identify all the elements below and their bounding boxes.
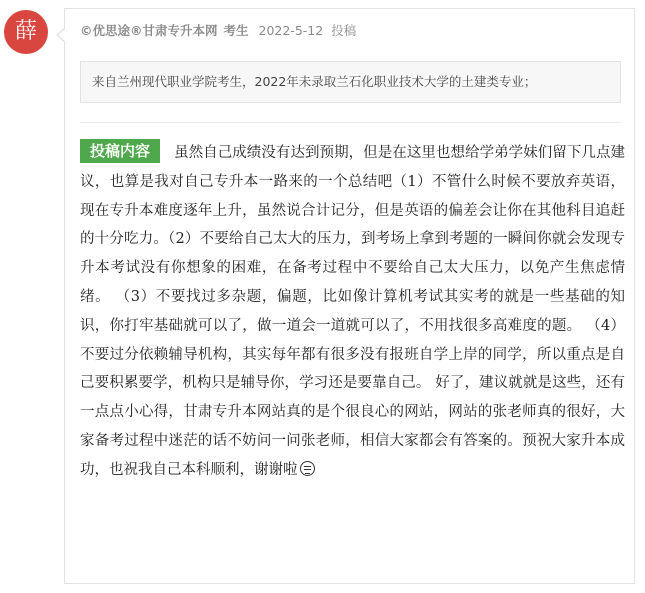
post-card bbox=[64, 8, 635, 584]
post-header bbox=[80, 21, 356, 39]
post-author[interactable]: ©优思途®甘肃专升本网 bbox=[80, 23, 218, 38]
post-role: 考生 bbox=[223, 23, 249, 38]
content-tag: 投稿内容 bbox=[80, 139, 160, 163]
post-intro: 来自兰州现代职业学院考生，2022年未录取兰石化职业技术大学的土建类专业； bbox=[80, 61, 621, 103]
post-body: 虽然自己成绩没有达到预期，但是在这里也想给学弟学妹们留下几点建议，也算是我对自己专升本一路来的一个总结吧（1）不管什么时候不要放弃英语，现在专升本难度逐年上升，虽然说合计记分，但是英语的偏差会让你在其他科目追赶的十分吃力。（2）不要给自己太大的压力，到考场上拿到考题的一瞬间你就会发现专升本考试没有你想象的困难，在备考过程中不要给自己太大压力，以免产生焦虑情绪。 （3）不要找过多杂题，偏题，比如像计算机考试其实考的就是一些基础的知识，你打牢基础就可以了，做一道会一道就可以了，不用找很多高难度的题。 （4）不要过分依赖辅导机构，其实每年都有很多没有报班自学上岸的同学，所以重点是自己要积累要学，机构只是辅导你，学习还是要靠自己。 好了，建议就就是这些，还有一点点小心得，甘肃专升本网站真的是个很良心的网站，网站的张老师真的很好，大家备考过程中迷茫的话不妨问一问张老师，相信大家都会有答案的。预祝大家升本成功，也祝我自己本科顺利，谢谢啦 bbox=[80, 145, 625, 478]
divider bbox=[80, 122, 621, 123]
avatar: 薛 bbox=[4, 10, 48, 54]
post-date: 2022-5-12 bbox=[258, 23, 324, 38]
post-content bbox=[80, 139, 625, 485]
post-action: 投稿 bbox=[331, 23, 357, 38]
laugh-icon bbox=[300, 461, 315, 476]
